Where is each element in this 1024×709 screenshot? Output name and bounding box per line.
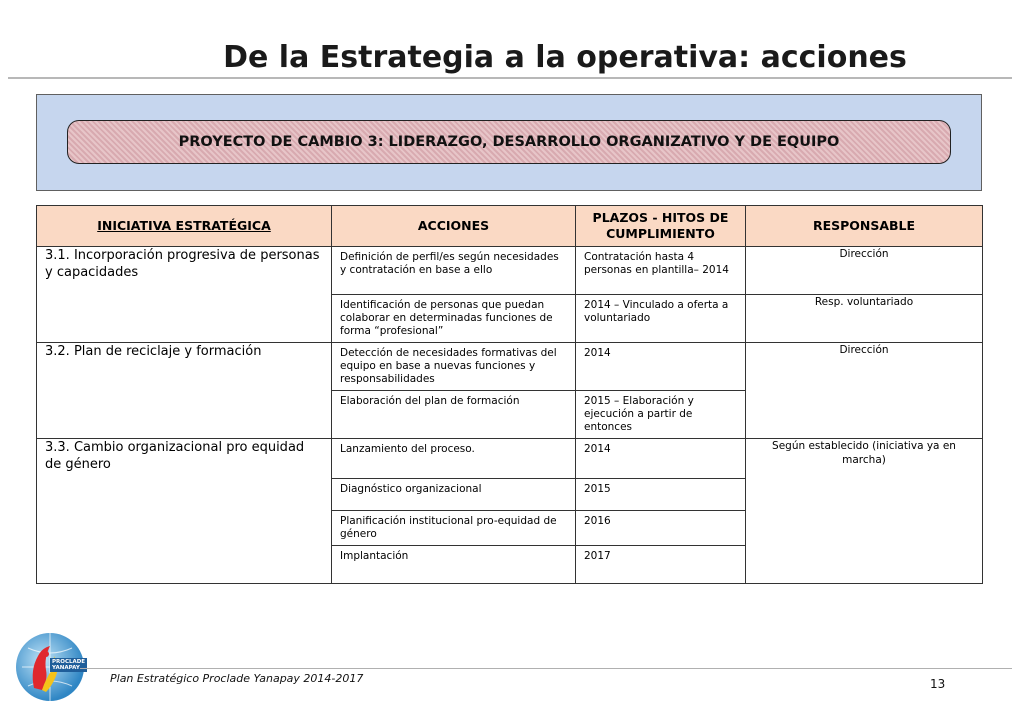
action-cell: Diagnóstico organizacional xyxy=(332,479,576,511)
project-banner-panel xyxy=(36,94,982,191)
responsible-cell: Dirección xyxy=(746,247,983,295)
actions-table xyxy=(36,205,983,584)
proclade-logo xyxy=(12,630,98,704)
page-title: De la Estrategia a la operativa: acciones xyxy=(223,40,907,75)
action-cell: Elaboración del plan de formación xyxy=(332,391,576,439)
deadline-cell: 2014 xyxy=(576,343,746,391)
action-cell: Definición de perfil/es según necesidades y contratación en base a ello xyxy=(332,247,576,295)
header-responsible: RESPONSABLE xyxy=(746,206,983,247)
deadline-cell: 2015 xyxy=(576,479,746,511)
table-row xyxy=(37,439,983,479)
responsible-cell: Resp. voluntariado xyxy=(746,295,983,343)
deadline-cell: 2014 xyxy=(576,439,746,479)
header-initiative: INICIATIVA ESTRATÉGICA xyxy=(37,206,332,247)
action-cell: Planificación institucional pro-equidad de género xyxy=(332,511,576,546)
initiative-cell: 3.2. Plan de reciclaje y formación xyxy=(37,343,332,439)
header-actions: ACCIONES xyxy=(332,206,576,247)
deadline-cell: 2016 xyxy=(576,511,746,546)
title-divider xyxy=(8,77,1012,79)
header-deadlines: PLAZOS - HITOS DE CUMPLIMIENTO xyxy=(576,206,746,247)
action-cell: Detección de necesidades formativas del equipo en base a nuevas funciones y responsabilidades xyxy=(332,343,576,391)
responsible-cell: Dirección xyxy=(746,343,983,439)
initiative-cell: 3.1. Incorporación progresiva de personas y capacidades xyxy=(37,247,332,343)
table-row xyxy=(37,247,983,295)
action-cell: Identificación de personas que puedan colaborar en determinadas funciones de forma “profesional” xyxy=(332,295,576,343)
deadline-cell: 2017 xyxy=(576,546,746,584)
page-number: 13 xyxy=(930,677,946,691)
action-cell: Implantación xyxy=(332,546,576,584)
deadline-cell: Contratación hasta 4 personas en plantilla– 2014 xyxy=(576,247,746,295)
table-row xyxy=(37,343,983,391)
responsible-cell: Según establecido (iniciativa ya en marcha) xyxy=(746,439,983,584)
deadline-cell: 2015 – Elaboración y ejecución a partir de entonces xyxy=(576,391,746,439)
logo-label: PROCLADE YANAPAY xyxy=(52,659,86,671)
deadline-cell: 2014 – Vinculado a oferta a voluntariado xyxy=(576,295,746,343)
project-banner xyxy=(67,120,951,164)
footer-text: Plan Estratégico Proclade Yanapay 2014-2017 xyxy=(110,672,364,685)
action-cell: Lanzamiento del proceso. xyxy=(332,439,576,479)
table-header-row xyxy=(37,206,983,247)
project-banner-label: PROYECTO DE CAMBIO 3: LIDERAZGO, DESARROLLO ORGANIZATIVO Y DE EQUIPO xyxy=(178,134,840,150)
footer-divider xyxy=(80,668,1012,669)
initiative-cell: 3.3. Cambio organizacional pro equidad de género xyxy=(37,439,332,584)
